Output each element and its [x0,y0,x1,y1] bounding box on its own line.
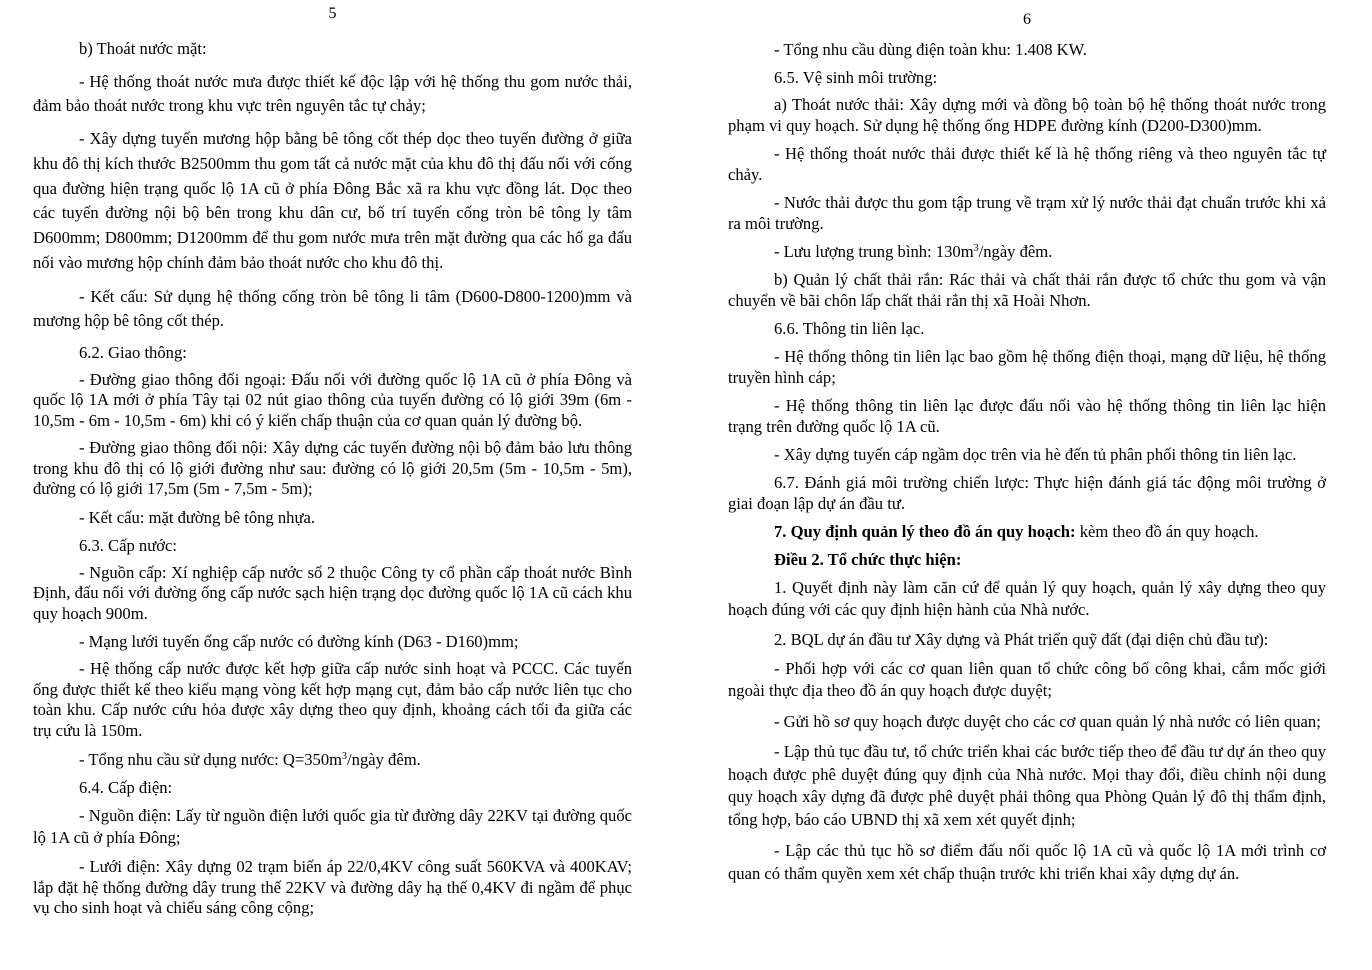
paragraph: - Lập các thủ tục hồ sơ điểm đấu nối quốc lộ 1A cũ và quốc lộ 1A mới trình cơ quan có thẩm quyền xem xét chấp thuận trước khi triển khai xây dựng dự án. [728,841,1326,883]
text: - Lưu lượng trung bình: 130m [774,242,974,261]
water-demand-paragraph [33,749,632,770]
paragraph: - Xây dựng tuyến mương hộp bằng bê tông cốt thép dọc theo tuyến đường ở giữa khu đô thị kích thước B2500mm thu gom tất cả nước mặt của khu đô thị đấu nối với cống qua đường hiện trạng quốc lộ 1A cũ ở phía Đông Bắc xã ra khu vực đồng lát. Dọc theo các tuyến đường nội bộ bên trong khu dân cư, bố trí tuyến cống tròn bê tông ly tâm D600mm; D800mm; D1200mm để thu gom nước mưa trên mặt đường qua các hố ga đấu nối vào mương hộp chính đảm bảo thoát nước cho khu đô thị. [33,129,632,272]
paragraph: 6.7. Đánh giá môi trường chiến lược: Thực hiện đánh giá tác động môi trường ở giai đoạn lập dự án đầu tư. [728,473,1326,513]
paragraph: 6.3. Cấp nước: [79,535,177,555]
article-2-heading [728,549,1326,570]
paragraph: - Nguồn cấp: Xí nghiệp cấp nước số 2 thuộc Công ty cổ phần cấp thoát nước Bình Định, đấu nối với đường ống cấp nước sạch hiện trạng dọc đường quốc lộ 1A cũ cách khu quy hoạch 900m. [33,562,632,623]
paragraph: - Hệ thống thông tin liên lạc được đấu nối vào hệ thống thông tin liên lạc hiện trạng trên đường quốc lộ 1A cũ. [728,396,1326,436]
paragraph: - Kết cấu: mặt đường bê tông nhựa. [79,507,315,527]
paragraph: b) Thoát nước mặt: [79,39,207,58]
superscript: 3 [342,751,348,763]
paragraph: - Phối hợp với các cơ quan liên quan tổ chức công bố công khai, cắm mốc giới ngoài thực địa theo đồ án quy hoạch được duyệt; [728,659,1326,700]
superscript: 3 [973,243,979,254]
paragraph: 6.6. Thông tin liên lạc. [774,319,925,338]
paragraph: - Hệ thống thoát nước thải được thiết kế là hệ thống riêng và theo nguyên tắc tự chảy. [728,144,1326,184]
paragraph: - Đường giao thông đối nội: Xây dựng các tuyến đường nội bộ đảm bảo lưu thông trong khu đô thị có lộ giới đường như sau: đường có lộ giới 20,5m (5m - 10,5m - 5m), đường có lộ giới 17,5m (5m - 7,5m - 5m); [33,438,632,499]
paragraph: b) Quản lý chất thải rắn: Rác thải và chất thải rắn được tổ chức thu gom và vận chuyển về bãi chôn lấp chất thải rắn thị xã Hoài Nhơn. [728,270,1326,310]
paragraph: - Mạng lưới tuyến ống cấp nước có đường kính (D63 - D160)mm; [79,632,519,652]
right-page [728,0,1326,885]
text: kèm theo đồ án quy hoạch. [1075,522,1259,541]
page-number: 5 [328,5,337,22]
paragraph: 6.5. Vệ sinh môi trường: [774,68,938,87]
paragraph: - Gửi hồ sơ quy hoạch được duyệt cho các cơ quan quản lý nhà nước có liên quan; [774,712,1321,731]
paragraph: - Hệ thống thoát nước mưa được thiết kế độc lập với hệ thống thu gom nước thải, đảm bảo thoát nước trong khu vực trên nguyên tắc tự chảy; [33,72,632,115]
page-number: 6 [1023,11,1031,28]
paragraph: 6.2. Giao thông: [79,342,187,362]
article-2-text: Điều 2. Tổ chức thực hiện: [774,550,962,569]
rule-7-paragraph [728,521,1326,542]
paragraph: a) Thoát nước thải: Xây dựng mới và đồng bộ toàn bộ hệ thống thoát nước trong phạm vi quy hoạch. Sử dụng hệ thống ống HDPE đường kính (D200-D300)mm. [728,95,1326,135]
rule-7-heading: 7. Quy định quản lý theo đồ án quy hoạch: [774,522,1076,541]
paragraph: - Tổng nhu cầu dùng điện toàn khu: 1.408 KW. [774,40,1087,59]
paragraph: - Lập thủ tục đầu tư, tổ chức triển khai các bước tiếp theo để đầu tư dự án theo quy hoạch được phê duyệt đúng quy định của Nhà nước. Mọi thay đổi, điều chỉnh nội dung quy hoạch xây dựng đã được phê duyệt phải thông qua Phòng Quản lý đô thị thẩm định, tổng hợp, báo cáo UBND thị xã xem xét quyết định; [728,742,1326,829]
paragraph: 6.4. Cấp điện: [79,778,173,798]
left-page [33,0,632,919]
paragraph: - Kết cấu: Sử dụng hệ thống cống tròn bê tông li tâm (D600-D800-1200)mm và mương hộp bê tông cốt thép. [33,286,632,330]
text: /ngày đêm. [347,750,421,770]
text: - Tổng nhu cầu sử dụng nước: Q=350m [79,750,343,770]
paragraph: - Lưới điện: Xây dựng 02 trạm biến áp 22/0,4KV công suất 560KVA và 400KAV; lắp đặt hệ thống đường dây trung thế 22KV và đường dây hạ thế 0,4KV đi ngầm để phục vụ cho sinh hoạt và chiếu sáng công cộng; [33,857,632,918]
flow-paragraph [728,241,1326,262]
paragraph: - Nước thải được thu gom tập trung về trạm xử lý nước thải đạt chuẩn trước khi xả ra môi trường. [728,193,1326,233]
paragraph: - Hệ thống thông tin liên lạc bao gồm hệ thống điện thoại, mạng dữ liệu, hệ thống truyền hình cáp; [728,347,1326,387]
paragraph: - Hệ thống cấp nước được kết hợp giữa cấp nước sinh hoạt và PCCC. Các tuyến ống được thiết kế theo kiểu mạng vòng kết hợp mạng cụt, đảm bảo cấp nước liên tục cho toàn khu. Cấp nước cứu hỏa được xây dựng theo quy định, khoảng cách tối đa giữa các trụ cứu là 150m. [33,659,632,740]
paragraph: 1. Quyết định này làm căn cứ để quản lý quy hoạch, quản lý xây dựng theo quy hoạch đúng với các quy định hiện hành của Nhà nước. [728,578,1326,619]
text: /ngày đêm. [978,242,1053,261]
paragraph: - Nguồn điện: Lấy từ nguồn điện lưới quốc gia từ đường dây 22KV tại đường quốc lộ 1A cũ ở phía Đông; [33,806,632,848]
paragraph: - Xây dựng tuyến cáp ngầm dọc trên via hè đến tủ phân phối thông tin liên lạc. [774,445,1297,464]
paragraph: 2. BQL dự án đầu tư Xây dựng và Phát triển quỹ đất (đại diện chủ đầu tư): [774,630,1269,649]
paragraph: - Đường giao thông đối ngoại: Đấu nối với đường quốc lộ 1A cũ ở phía Đông và quốc lộ 1A mới ở phía Tây tại 02 nút giao thông của tuyến đường có lộ giới 39m (6m - 10,5m - 6m - 10,5m - 6m) khi có ý kiến chấp thuận của cơ quan quản lý đường bộ. [33,369,632,430]
